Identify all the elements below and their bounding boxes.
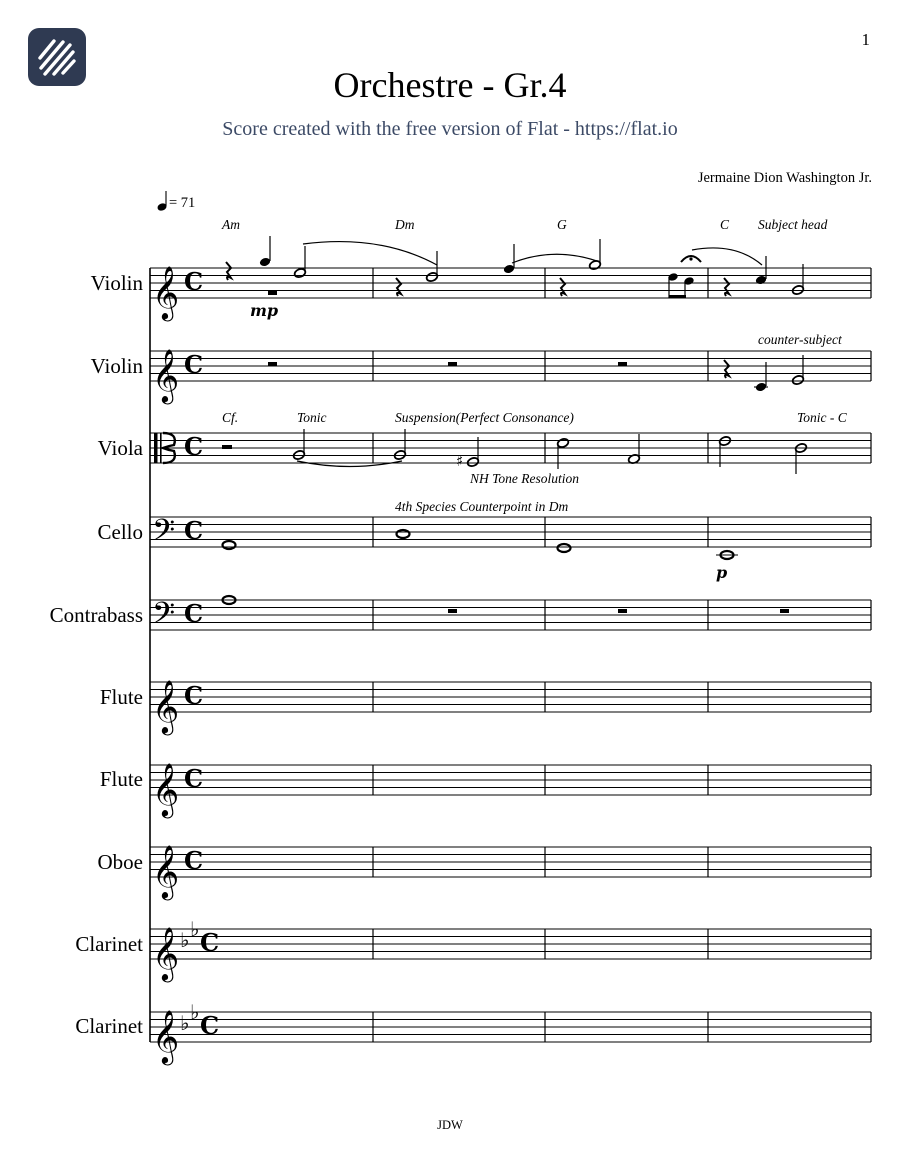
whole-rest [448, 609, 457, 613]
time-signature: C [184, 267, 204, 296]
time-signature: C [184, 599, 204, 628]
quarter-rest [226, 262, 231, 280]
annotation-subject-head: Subject head [758, 217, 828, 232]
score-title: Orchestre - Gr.4 [333, 65, 567, 105]
part-name: Viola [97, 436, 143, 460]
whole-rest [268, 362, 277, 366]
treble-clef-icon: 𝄞 [152, 844, 180, 898]
page-number: 1 [861, 30, 870, 49]
chord-symbol: Dm [395, 217, 415, 232]
part-name: Violin [90, 354, 143, 378]
tie [297, 461, 402, 467]
treble-clef-icon: 𝄞 [152, 265, 180, 319]
half-rest [222, 445, 232, 449]
half-rest [268, 291, 277, 295]
bass-clef-icon: 𝄢 [152, 597, 176, 638]
annotation-tonic-c: Tonic - C [797, 410, 847, 425]
part-name: Cello [97, 520, 143, 544]
annotation-tonic: Tonic [297, 410, 327, 425]
time-signature: C [184, 516, 204, 545]
alto-clef-icon [154, 433, 158, 463]
slur [512, 254, 600, 263]
part-name: Flute [99, 685, 143, 709]
whole-note [397, 530, 410, 538]
part-name: Violin [90, 271, 143, 295]
treble-clef-icon: 𝄞 [152, 1009, 180, 1063]
note-head [755, 275, 767, 286]
bass-clef-icon: 𝄢 [152, 514, 176, 555]
quarter-rest [724, 360, 729, 378]
treble-clef-icon: 𝄞 [152, 679, 180, 733]
dynamic-p: p [716, 563, 728, 582]
treble-clef-icon: 𝄞 [152, 926, 180, 980]
whole-rest [448, 362, 457, 366]
flat-accidental: ♭ [190, 917, 200, 941]
cello-notes [223, 530, 739, 559]
quarter-rest [724, 278, 729, 296]
time-signature: C [184, 681, 204, 710]
annotation-fourth-species: 4th Species Counterpoint in Dm [395, 499, 569, 514]
flat-accidental: ♭ [180, 1011, 190, 1035]
part-name: Flute [99, 767, 143, 791]
time-signature: C [184, 432, 204, 461]
whole-rest [780, 609, 789, 613]
whole-rest [618, 362, 627, 366]
slur [692, 248, 762, 265]
beam [669, 295, 686, 299]
whole-note [223, 541, 236, 549]
part-name: Clarinet [75, 932, 143, 956]
violin1-notes [226, 236, 804, 299]
part-name: Contrabass [49, 603, 143, 627]
treble-clef-icon: 𝄞 [152, 762, 180, 816]
composer-name: Jermaine Dion Washington Jr. [697, 170, 872, 186]
quarter-rest [560, 278, 565, 296]
chord-symbol: Am [222, 217, 240, 232]
time-signature: C [184, 764, 204, 793]
part-name: Oboe [97, 850, 143, 874]
score-subtitle: Score created with the free version of Flat - https://flat.io [222, 118, 678, 140]
part-name: Clarinet [75, 1014, 143, 1038]
dynamic-mp: mp [250, 301, 279, 320]
tempo-marking [156, 191, 195, 212]
slur [303, 242, 437, 265]
treble-clef-icon: 𝄞 [152, 348, 180, 402]
annotation-counter-subject: counter-subject [758, 332, 842, 347]
contrabass-notes [223, 596, 790, 613]
chord-symbol: C [720, 217, 730, 232]
viola-notes [222, 429, 807, 474]
quarter-rest [396, 278, 401, 296]
time-signature: C [184, 846, 204, 875]
flat-accidental: ♭ [190, 1000, 200, 1024]
chord-symbol: G [557, 217, 567, 232]
time-signature: C [184, 350, 204, 379]
tempo-text: = 71 [169, 195, 196, 211]
note-head [503, 264, 515, 275]
page-footer: JDW [437, 1118, 463, 1132]
annotation-cf: Cf. [222, 410, 239, 425]
note-head [259, 257, 271, 268]
time-signature: C [200, 1011, 220, 1040]
flat-accidental: ♭ [180, 928, 190, 952]
whole-rest [618, 609, 627, 613]
sharp-accidental: ♯ [456, 452, 464, 470]
annotation-nh-tone: NH Tone Resolution [470, 471, 580, 486]
annotation-suspension: Suspension(Perfect Consonance) [395, 410, 574, 425]
time-signature: C [200, 928, 220, 957]
whole-note [558, 544, 571, 552]
